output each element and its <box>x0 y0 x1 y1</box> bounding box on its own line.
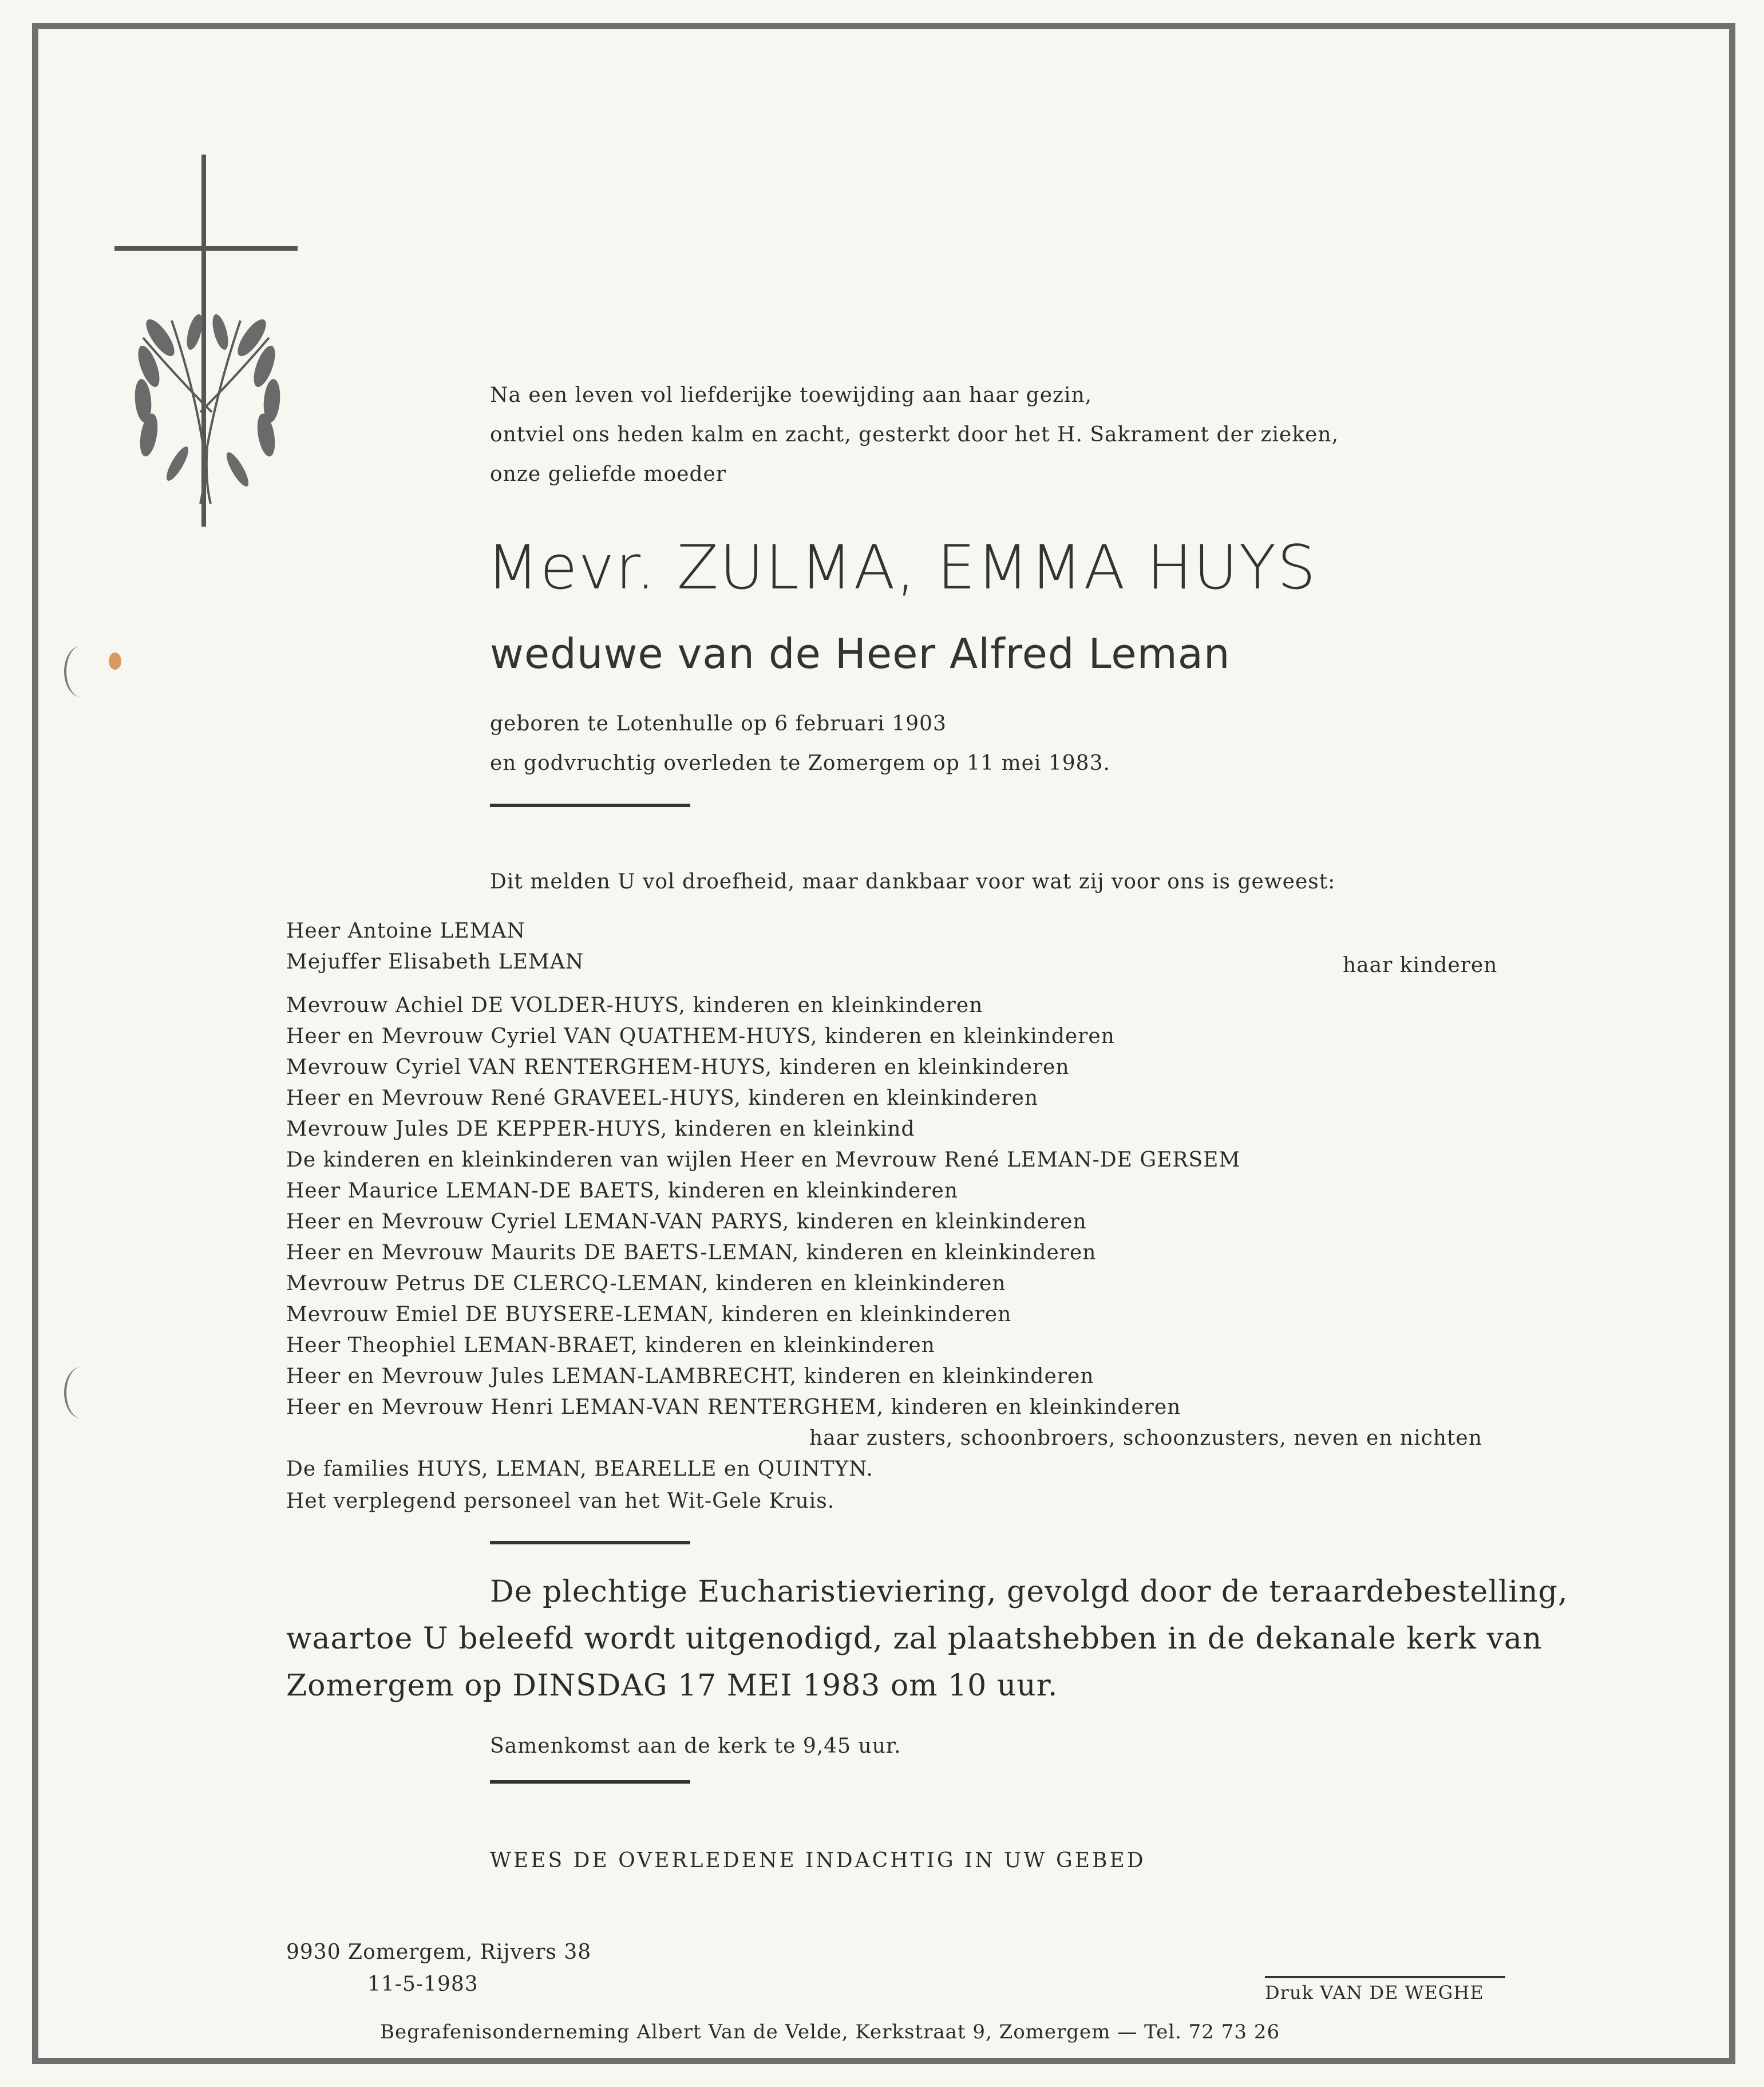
service-line-1: De plechtige Eucharistieviering, gevolgd door de teraardebestelling, <box>490 1575 1568 1609</box>
mourner-line: Het verplegend personeel van het Wit-Gele Kruis. <box>286 1489 835 1513</box>
mourner-line: Heer en Mevrouw René GRAVEEL-HUYS, kinderen en kleinkinderen <box>286 1086 1039 1110</box>
printer-credit: Druk VAN DE WEGHE <box>1265 1982 1484 2003</box>
cross-wheat-icon <box>109 149 338 538</box>
birth-line: geboren te Lotenhulle op 6 februari 1903 <box>490 712 947 736</box>
gathering-text: Samenkomst aan de kerk te 9,45 uur. <box>490 1734 901 1758</box>
intro-line-3: onze geliefde moeder <box>490 463 727 486</box>
mourner-line: Mejuffer Elisabeth LEMAN <box>286 950 584 974</box>
life-dates <box>490 704 1110 783</box>
intro-text <box>490 375 1339 494</box>
deceased-name: Mevr. ZULMA, EMMA HUYS <box>487 532 1317 603</box>
mourner-line: Mevrouw Achiel DE VOLDER-HUYS, kinderen en kleinkinderen <box>286 994 983 1017</box>
mourner-line: Mevrouw Cyriel VAN RENTERGHEM-HUYS, kinderen en kleinkinderen <box>286 1056 1070 1079</box>
service-text <box>286 1568 1568 1717</box>
intro-line-2: ontviel ons heden kalm en zacht, gesterkt door het H. Sakrament der zieken, <box>490 423 1339 446</box>
mourner-line: Mevrouw Jules DE KEPPER-HUYS, kinderen en kleinkind <box>286 1117 915 1141</box>
mourner-line: Heer en Mevrouw Jules LEMAN-LAMBRECHT, kinderen en kleinkinderen <box>286 1365 1094 1388</box>
mourner-line: Mevrouw Petrus DE CLERCQ-LEMAN, kinderen en kleinkinderen <box>286 1272 1006 1295</box>
intro-line-1: Na een leven vol liefderijke toewijding aan haar gezin, <box>490 384 1093 407</box>
mourner-line: Heer Theophiel LEMAN-BRAET, kinderen en kleinkinderen <box>286 1334 935 1357</box>
punch-hole-bottom <box>64 1367 98 1418</box>
punch-hole-top <box>64 646 98 697</box>
announcement: Dit melden U vol droefheid, maar dankbaar voor wat zij voor ons is geweest: <box>490 870 1336 894</box>
mourner-line: Heer Antoine LEMAN <box>286 919 525 943</box>
deceased-subtitle: weduwe van de Heer Alfred Leman <box>490 630 1231 678</box>
mourner-line: De kinderen en kleinkinderen van wijlen Heer en Mevrouw René LEMAN-DE GERSEM <box>286 1148 1241 1172</box>
service-line-3: Zomergem op DINSDAG 17 MEI 1983 om 10 uur. <box>286 1669 1058 1703</box>
service-line-2: waartoe U beleefd wordt uitgenodigd, zal plaatshebben in de dekanale kerk van <box>286 1622 1542 1656</box>
death-line: en godvruchtig overleden te Zomergem op 11 mei 1983. <box>490 752 1110 775</box>
undertaker-line: Begrafenisonderneming Albert Van de Velde, Kerkstraat 9, Zomergem — Tel. 72 73 26 <box>380 2021 1280 2043</box>
mourner-line: Heer Maurice LEMAN-DE BAETS, kinderen en kleinkinderen <box>286 1179 958 1203</box>
rust-stain <box>109 653 121 670</box>
footer-address: 9930 Zomergem, Rijvers 38 <box>286 1940 592 1964</box>
siblings-label: haar zusters, schoonbroers, schoonzusters, neven en nichten <box>809 1426 1482 1450</box>
mourners-list <box>286 916 1534 1517</box>
mourner-line: Heer en Mevrouw Maurits DE BAETS-LEMAN, kinderen en kleinkinderen <box>286 1241 1097 1264</box>
printer-rule <box>1265 1976 1505 1978</box>
mourner-line: Heer en Mevrouw Cyriel LEMAN-VAN PARYS, kinderen en kleinkinderen <box>286 1210 1087 1234</box>
divider-1 <box>490 804 690 807</box>
prayer-text: WEES DE OVERLEDENE INDACHTIG IN UW GEBED <box>490 1849 1146 1872</box>
mourner-line: Heer en Mevrouw Cyriel VAN QUATHEM-HUYS, kinderen en kleinkinderen <box>286 1025 1115 1048</box>
mourner-line: De families HUYS, LEMAN, BEARELLE en QUINTYN. <box>286 1457 873 1481</box>
children-label: haar kinderen <box>1343 954 1498 977</box>
divider-2 <box>490 1541 690 1544</box>
divider-3 <box>490 1780 690 1784</box>
mourner-line: Heer en Mevrouw Henri LEMAN-VAN RENTERGHEM, kinderen en kleinkinderen <box>286 1396 1181 1419</box>
footer-date: 11-5-1983 <box>367 1973 478 1996</box>
mourner-line: Mevrouw Emiel DE BUYSERE-LEMAN, kinderen en kleinkinderen <box>286 1303 1012 1326</box>
